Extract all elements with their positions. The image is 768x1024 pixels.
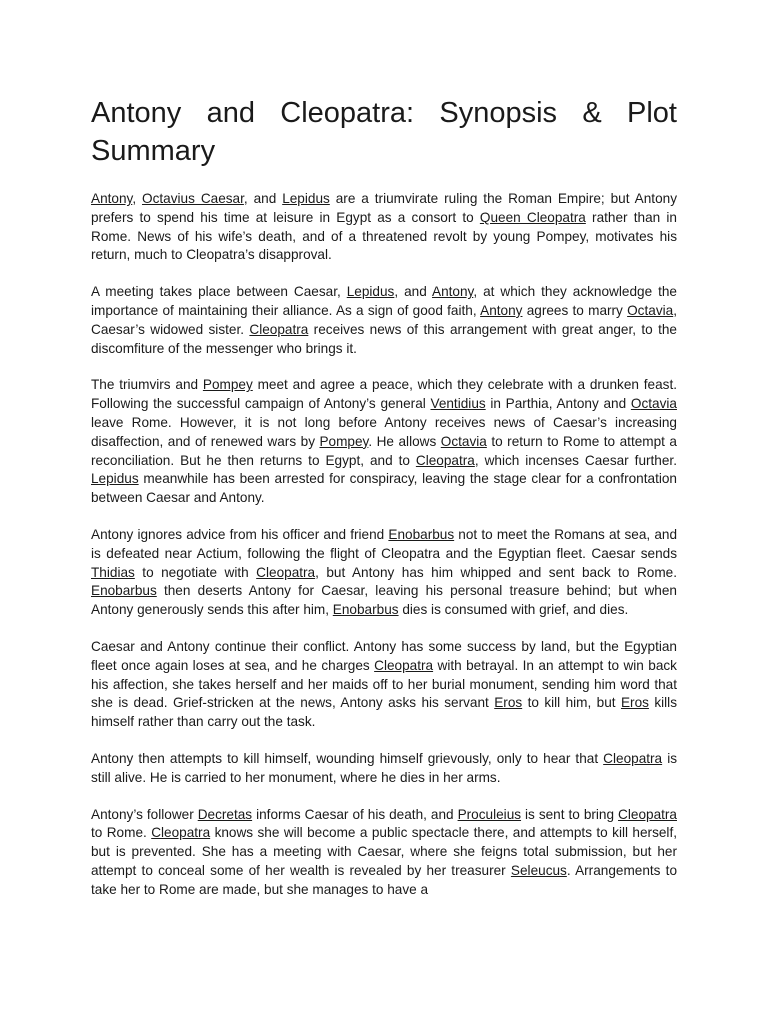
- character-link[interactable]: Seleucus: [510, 862, 567, 878]
- paragraph-text: A meeting takes place between Caesar,: [91, 284, 347, 300]
- paragraph-text: , and: [243, 191, 283, 206]
- character-link[interactable]: Enobarbus: [332, 602, 399, 618]
- paragraph-text: , but Antony has him whipped and sent back to Rome.: [315, 564, 678, 580]
- paragraph-text: kills himself rather than carry out the task.: [91, 695, 677, 730]
- paragraph-text: is still alive. He is carried to her monument, where he dies in her arms.: [91, 750, 678, 785]
- character-link[interactable]: Cleopatra: [603, 750, 663, 766]
- paragraph-text: Antony ignores advice from his officer and friend: [91, 526, 389, 542]
- paragraph-text: to kill him, but: [522, 695, 621, 711]
- paragraph-text: . He allows: [368, 433, 441, 449]
- character-link[interactable]: Antony: [432, 284, 474, 300]
- paragraph-text: then deserts Antony for Caesar, leaving his personal treasure behind; but when Antony generously sends this after him,: [91, 583, 677, 618]
- character-link[interactable]: Octavia: [440, 433, 487, 449]
- paragraph-text: to return to Rome to attempt a reconciliation. But he then returns to Egypt, and to: [91, 433, 677, 468]
- paragraph-6: [91, 750, 677, 788]
- character-link[interactable]: Queen Cleopatra: [479, 209, 586, 225]
- character-link[interactable]: Antony: [91, 191, 133, 206]
- character-link[interactable]: Cleopatra: [618, 806, 677, 822]
- paragraph-text: Antony’s follower: [91, 806, 198, 822]
- character-link[interactable]: Pompey: [319, 433, 369, 449]
- paragraph-text: , which incenses Caesar further.: [474, 452, 677, 468]
- paragraph-7: [91, 806, 677, 900]
- character-link[interactable]: Ventidius: [430, 396, 486, 412]
- character-link[interactable]: Enobarbus: [388, 526, 455, 542]
- paragraph-text: knows she will become a public spectacle there, and attempts to kill herself, but is prevented. She has a meeting with Caesar, where she feigns total submission, but her attempt to conceal some of her wealth is revealed by her treasurer: [91, 825, 677, 878]
- character-link[interactable]: Eros: [620, 695, 649, 711]
- paragraph-text: not to meet the Romans at sea, and is defeated near Actium, following the flight of Cleopatra and the Egyptian fleet. Caesar sends: [91, 526, 677, 561]
- paragraph-text: informs Caesar of his death, and: [252, 806, 458, 822]
- character-link[interactable]: Decretas: [197, 806, 253, 822]
- character-link[interactable]: Antony: [480, 302, 523, 318]
- character-link[interactable]: Pompey: [202, 377, 253, 393]
- paragraph-text: leave Rome. However, it is not long before Antony receives news of Caesar’s increasing disaffection, and of renewed wars by: [91, 414, 677, 449]
- character-link[interactable]: Cleopatra: [151, 825, 211, 841]
- character-link[interactable]: Cleopatra: [374, 657, 434, 673]
- paragraph-text: ,: [132, 191, 143, 206]
- character-link[interactable]: Cleopatra: [256, 564, 316, 580]
- paragraph-text: . Arrangements to take her to Rome are made, but she manages to have a: [91, 862, 678, 897]
- paragraph-text: to negotiate with: [134, 564, 257, 580]
- paragraph-text: meet and agree a peace, which they celebrate with a drunken feast. Following the successful campaign of Antony’s general: [91, 377, 677, 412]
- paragraph-text: The triumvirs and: [91, 377, 203, 393]
- paragraph-text: , at which they acknowledge the importance of maintaining their alliance. As a sign of good faith,: [91, 284, 677, 318]
- paragraph-text: , Caesar’s widowed sister.: [91, 302, 677, 337]
- character-link[interactable]: Lepidus: [91, 471, 139, 487]
- paragraph-2: [91, 283, 677, 358]
- paragraph-4: [91, 526, 677, 620]
- document-body: [91, 190, 677, 900]
- paragraph-text: meanwhile has been arrested for conspiracy, leaving the stage clear for a confrontation between Caesar and Antony.: [91, 471, 677, 506]
- paragraph-text: are a triumvirate ruling the Roman Empire; but Antony prefers to spend his time at leisure in Egypt as a consort to: [91, 191, 677, 225]
- character-link[interactable]: Enobarbus: [91, 583, 157, 599]
- title-line-2: Summary: [91, 135, 216, 167]
- paragraph-text: Antony then attempts to kill himself, wounding himself grievously, only to hear that: [91, 750, 604, 766]
- character-link[interactable]: Octavia: [627, 302, 674, 318]
- paragraph-text: dies is consumed with grief, and dies.: [398, 602, 629, 618]
- title-line-1: Antony and Cleopatra: Synopsis & Plot: [91, 97, 677, 129]
- character-link[interactable]: Lepidus: [282, 191, 330, 206]
- paragraph-text: , and: [394, 284, 433, 300]
- paragraph-5: [91, 638, 677, 732]
- character-link[interactable]: Eros: [494, 695, 523, 711]
- paragraph-text: is sent to bring: [521, 806, 619, 822]
- paragraph-text: to Rome.: [91, 825, 152, 841]
- character-link[interactable]: Octavius Caesar: [142, 191, 244, 206]
- character-link[interactable]: Proculeius: [457, 806, 522, 822]
- character-link[interactable]: Octavia: [630, 396, 677, 412]
- paragraph-text: receives news of this arrangement with great anger, to the discomfiture of the messenger who brings it.: [91, 321, 677, 356]
- paragraph-text: agrees to marry: [522, 302, 628, 318]
- character-link[interactable]: Thidias: [91, 564, 135, 580]
- paragraph-3: [91, 376, 677, 508]
- paragraph-text: rather than in Rome. News of his wife’s death, and of a threatened revolt by young Pompey, motivates his return, much to Cleopatra’s disapproval.: [91, 209, 677, 263]
- character-link[interactable]: Cleopatra: [415, 452, 475, 468]
- paragraph-text: Caesar and Antony continue their conflict. Antony has some success by land, but the Egyptian fleet once again loses at sea, and he charges: [91, 638, 677, 673]
- character-link[interactable]: Lepidus: [346, 284, 395, 300]
- paragraph-text: in Parthia, Antony and: [485, 396, 631, 412]
- page-title: [91, 94, 677, 170]
- paragraph-text: with betrayal. In an attempt to win back his affection, she takes herself and her maids off to her burial monument, sending him word that she is dead. Grief-stricken at the news, Antony asks his servant: [91, 657, 677, 711]
- character-link[interactable]: Cleopatra: [249, 321, 309, 337]
- paragraph-1: [91, 190, 677, 265]
